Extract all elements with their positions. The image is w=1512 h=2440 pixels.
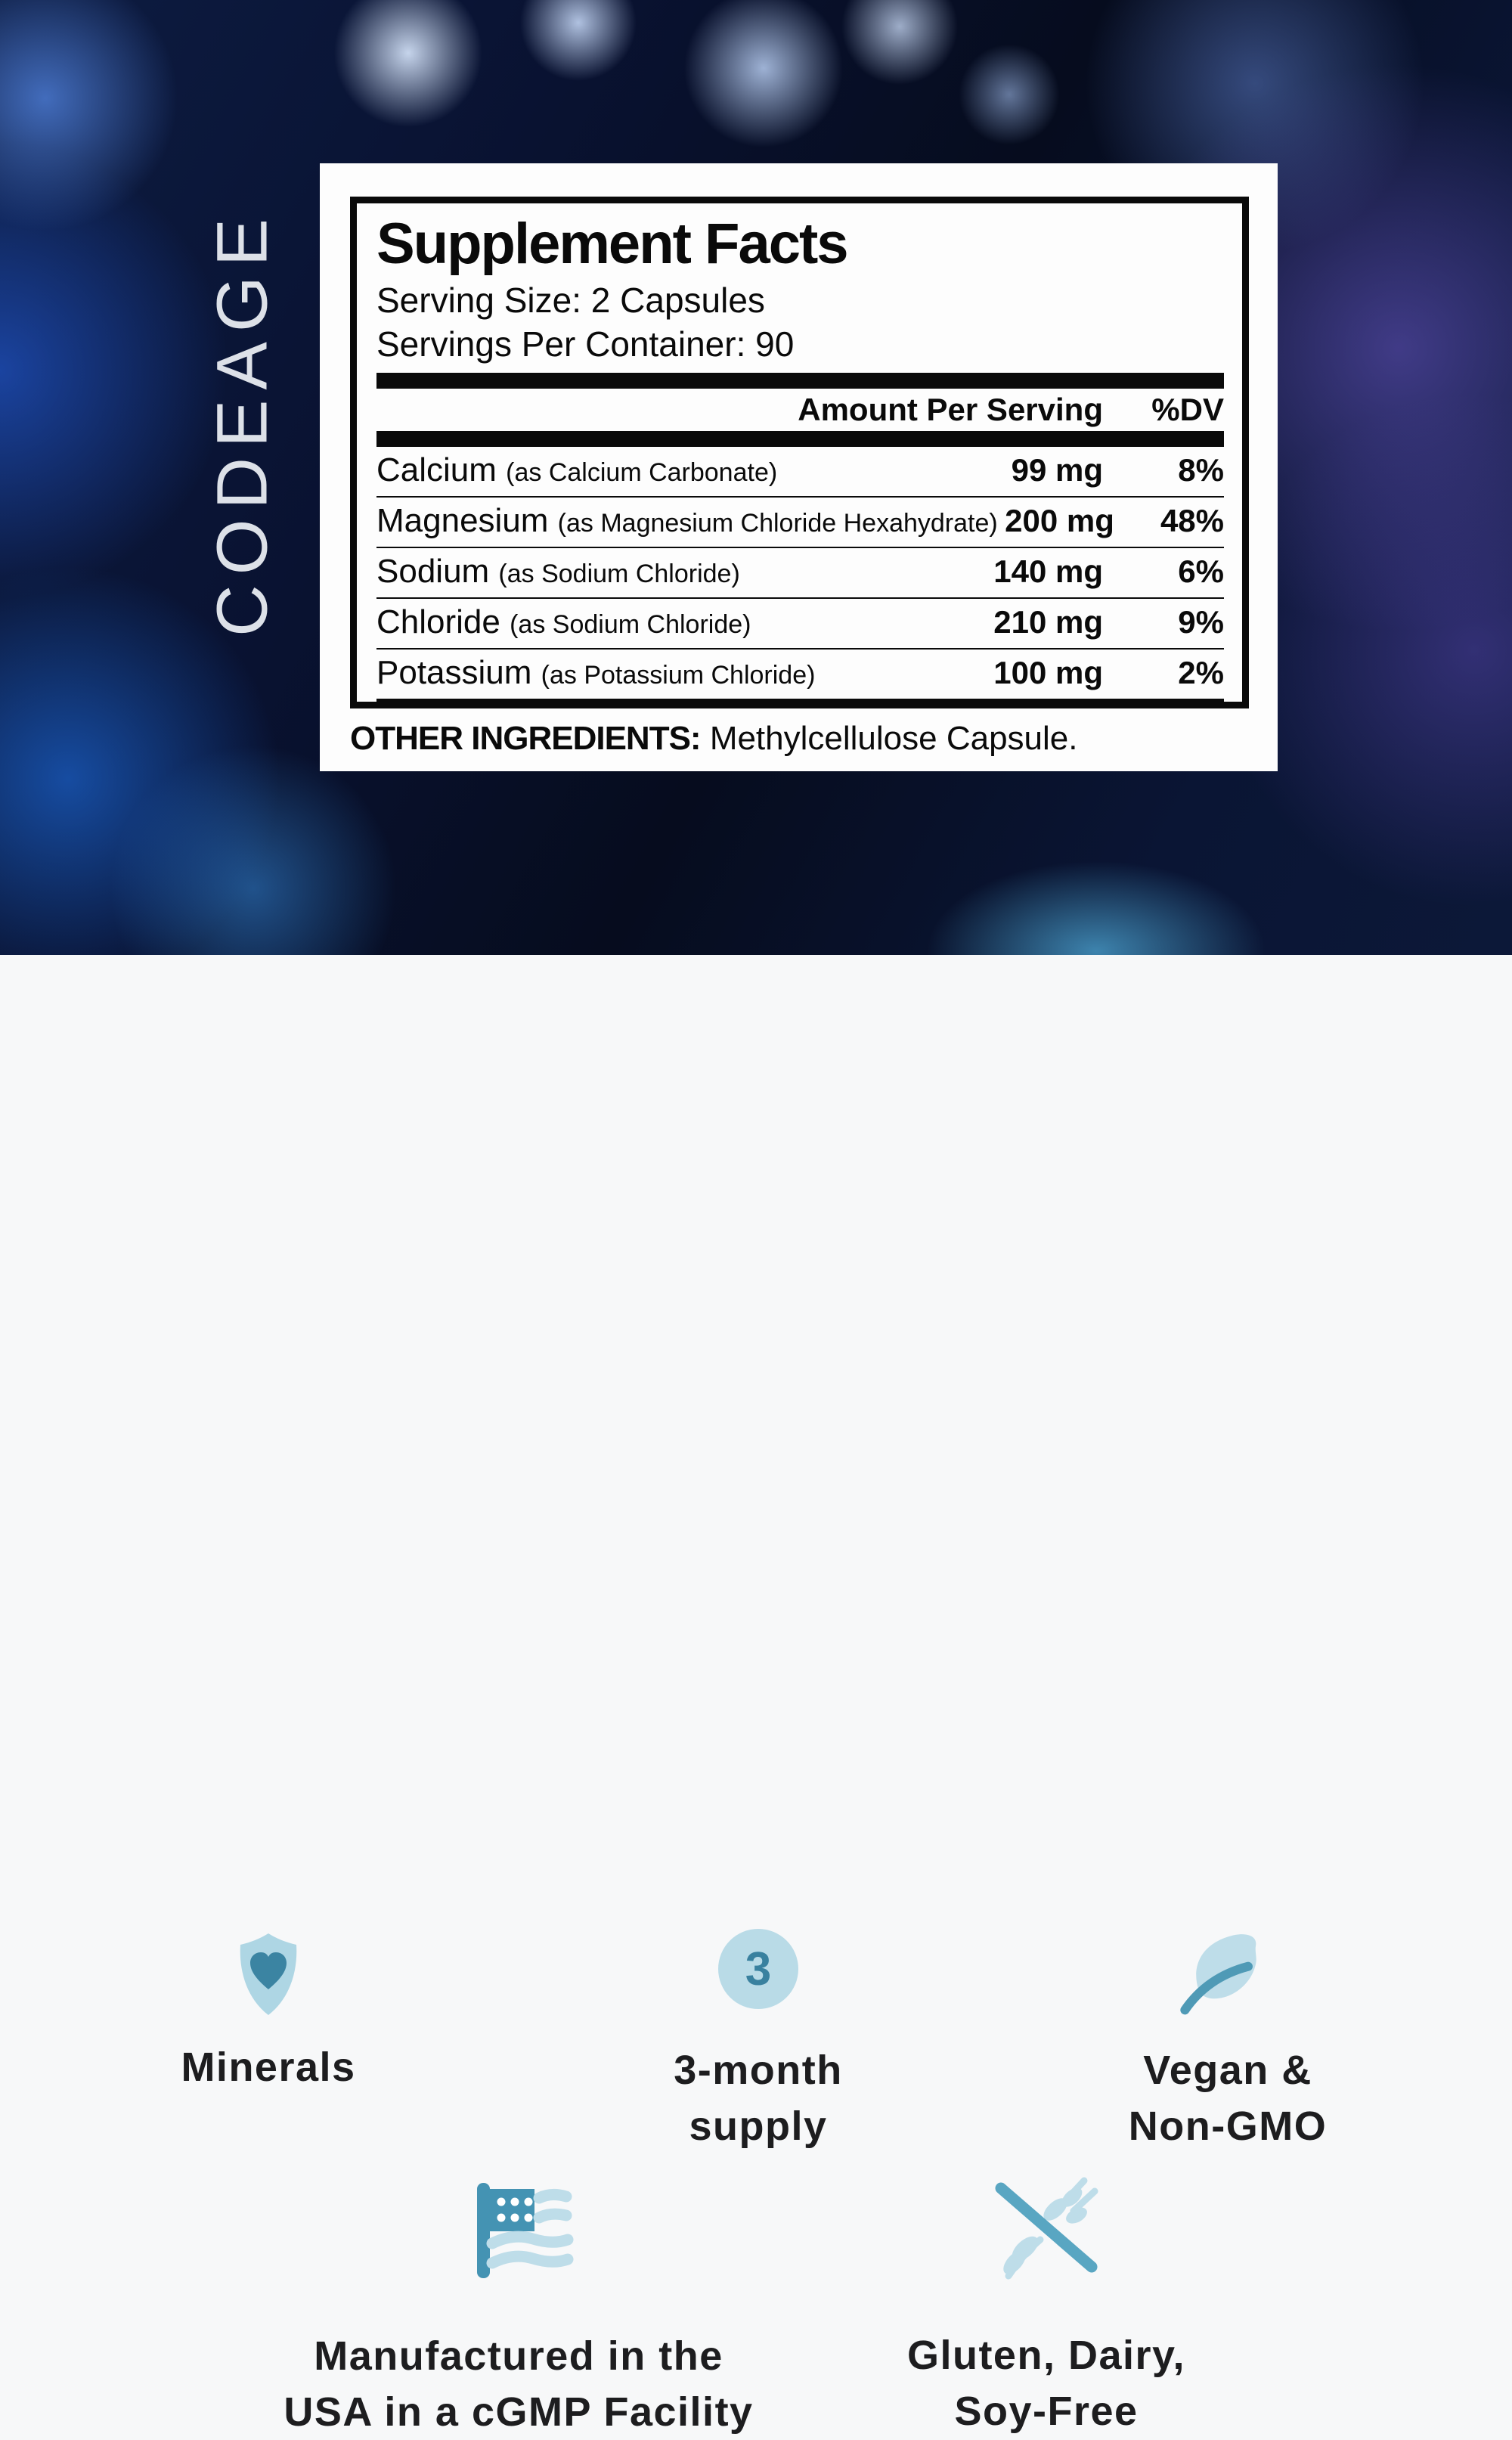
nutrient-name: Chloride xyxy=(376,603,500,640)
feature-label: 3-month xyxy=(674,2048,843,2093)
nutrient-form: (as Potassium Chloride) xyxy=(541,661,816,690)
facts-title: Supplement Facts xyxy=(376,212,847,276)
divider-bar-thick xyxy=(376,373,1224,389)
feature-label: Soy-Free xyxy=(954,2389,1139,2434)
supplement-facts-panel xyxy=(320,163,1278,771)
feature-label: Vegan & xyxy=(1143,2048,1312,2093)
other-ingredients xyxy=(350,719,1249,758)
feature-label: Non-GMO xyxy=(1128,2104,1328,2149)
dv-header: %DV xyxy=(1151,392,1224,427)
nutrient-row-calcium xyxy=(376,447,1224,496)
nutrient-row-sodium xyxy=(376,547,1224,597)
facts-header-row xyxy=(376,389,1224,431)
nutrient-form: (as Sodium Chloride) xyxy=(498,560,740,588)
number-3-icon xyxy=(718,1929,798,2009)
nutrient-dv: 8% xyxy=(1178,452,1224,488)
nutrient-name: Calcium xyxy=(376,451,497,488)
nutrient-amount: 100 mg xyxy=(993,655,1103,690)
nutrient-row-potassium xyxy=(376,648,1224,699)
badge-number: 3 xyxy=(745,1942,772,1995)
other-ingredients-value: Methylcellulose Capsule. xyxy=(709,720,1078,757)
divider-bar-thick xyxy=(376,699,1224,708)
facts-border-box xyxy=(350,197,1249,708)
nutrient-form: (as Sodium Chloride) xyxy=(510,610,751,639)
nutrient-dv: 2% xyxy=(1178,655,1224,690)
nutrient-name: Sodium xyxy=(376,553,490,590)
nutrient-amount: 210 mg xyxy=(993,604,1103,640)
hero-background xyxy=(0,0,1512,955)
nutrient-dv: 6% xyxy=(1178,553,1224,589)
feature-label: Minerals xyxy=(181,2045,356,2090)
servings-per-container: Servings Per Container: 90 xyxy=(376,324,795,364)
feature-made-in-usa xyxy=(216,2174,821,2440)
feature-3-month-supply xyxy=(531,1929,985,2154)
nutrient-form: (as Calcium Carbonate) xyxy=(506,458,778,487)
divider-bar-thick xyxy=(376,431,1224,447)
shield-heart-icon xyxy=(42,1930,495,2018)
no-gluten-icon xyxy=(744,2169,1349,2290)
feature-label: USA in a cGMP Facility xyxy=(284,2389,754,2435)
feature-label: supply xyxy=(689,2104,828,2149)
serving-size: Serving Size: 2 Capsules xyxy=(376,281,765,320)
nutrient-row-magnesium xyxy=(376,496,1224,547)
feature-vegan-non-gmo xyxy=(1001,1924,1455,2154)
feature-label: Manufactured in the xyxy=(314,2333,723,2379)
feature-label: Gluten, Dairy, xyxy=(906,2333,1186,2378)
nutrient-dv: 48% xyxy=(1160,503,1224,538)
feature-minerals xyxy=(42,1930,495,2095)
nutrient-dv: 9% xyxy=(1178,604,1224,640)
usa-flag-icon xyxy=(216,2174,821,2287)
amount-per-serving-header: Amount Per Serving xyxy=(798,392,1103,427)
nutrient-name: Potassium xyxy=(376,654,532,691)
other-ingredients-label: OTHER INGREDIENTS: xyxy=(350,720,701,757)
nutrient-amount: 200 mg xyxy=(1005,503,1114,538)
nutrient-amount: 140 mg xyxy=(993,553,1103,589)
nutrient-name: Magnesium xyxy=(376,502,549,539)
nutrient-amount: 99 mg xyxy=(1011,452,1103,488)
brand-logo-vertical: CODEAGE xyxy=(202,208,283,637)
feature-allergen-free xyxy=(744,2169,1349,2439)
nutrient-row-chloride xyxy=(376,597,1224,648)
features-section xyxy=(0,955,1512,2435)
leaf-icon xyxy=(1001,1924,1455,2023)
nutrient-form: (as Magnesium Chloride Hexahydrate) xyxy=(557,509,998,538)
